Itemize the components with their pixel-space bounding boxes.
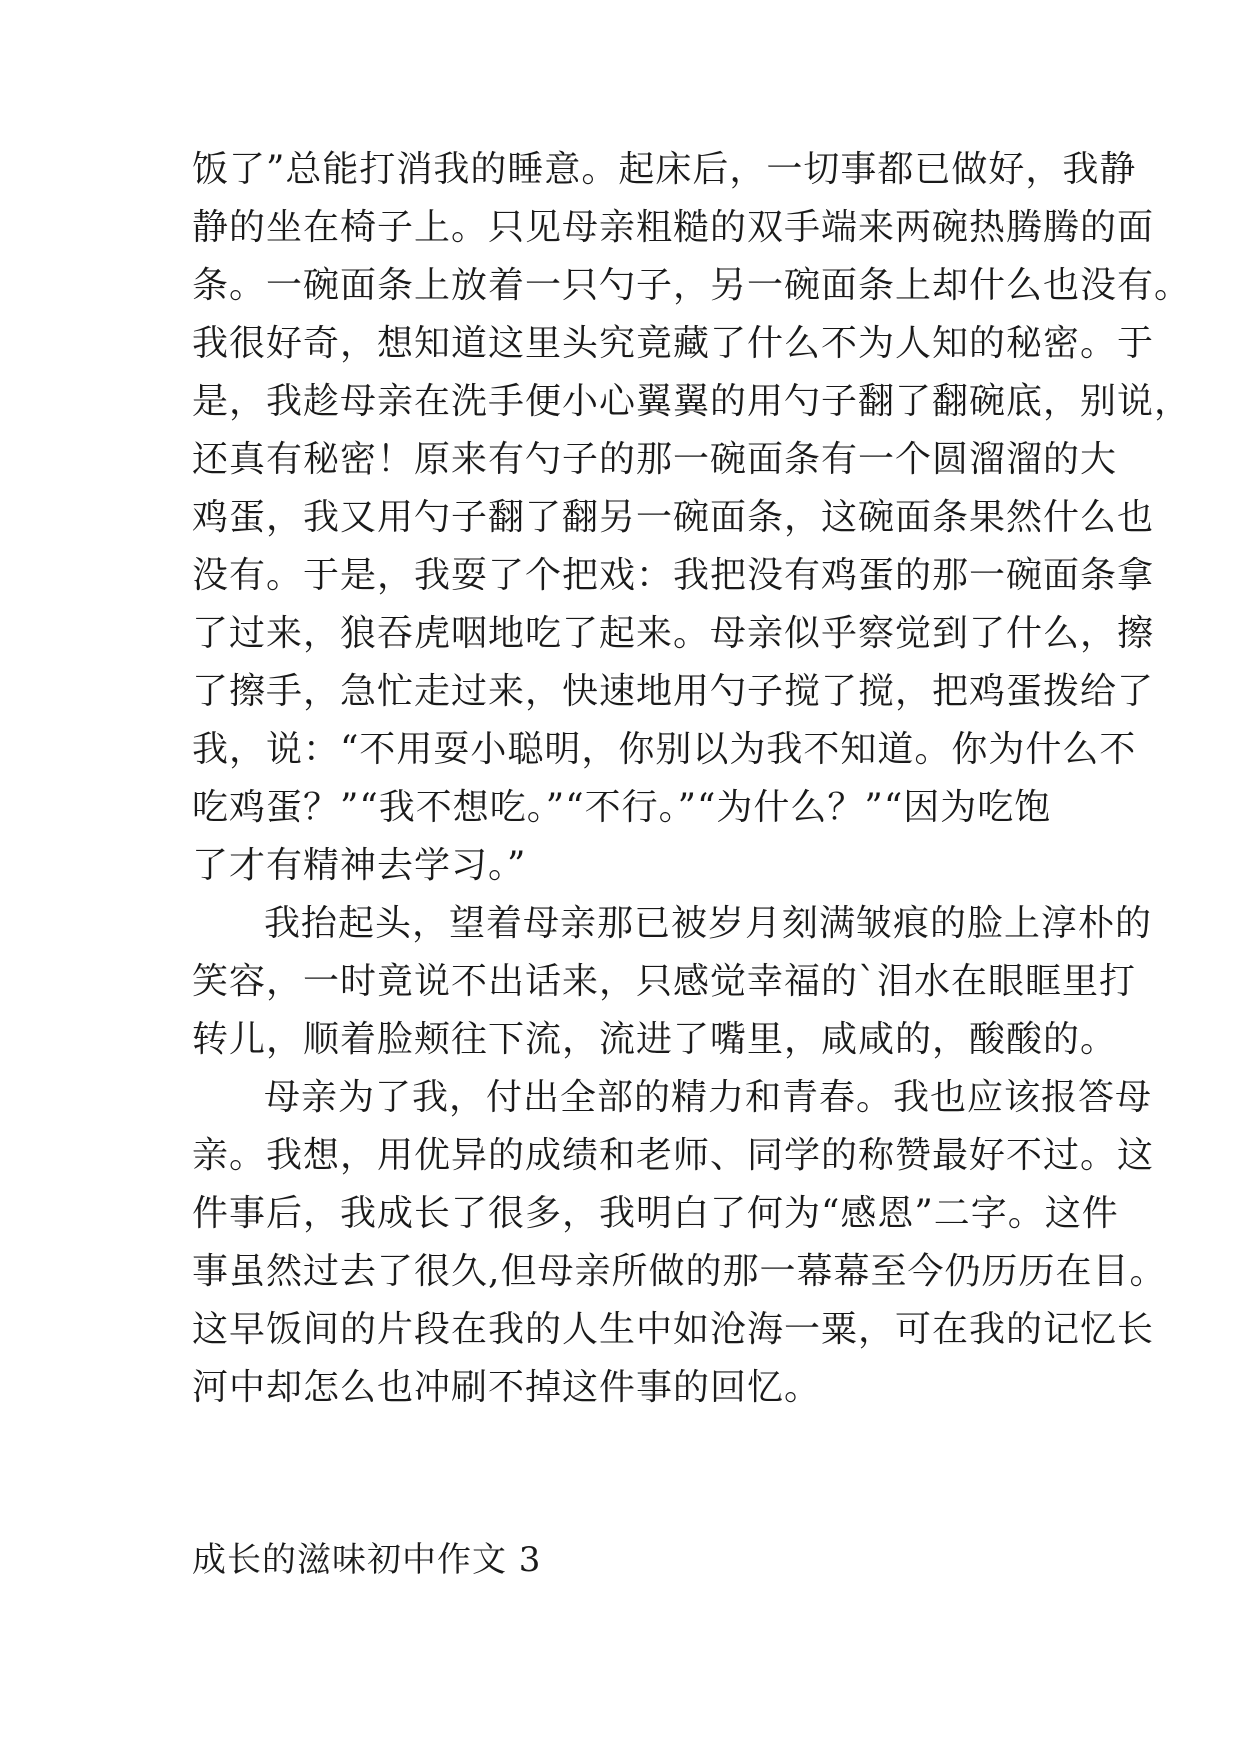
paragraph-3-line-1: 母亲为了我，付出全部的精力和青春。我也应该报答母 [264,1077,1153,1118]
paragraph-1-line-11: 我，说：“不用耍小聪明，你别以为我不知道。你为什么不 [192,729,1137,770]
paragraph-3-line-4: 事虽然过去了很久,但母亲所做的那一幕幕至今仍历历在目。 [192,1251,1167,1292]
paragraph-3-line-5: 这早饭间的片段在我的人生中如沧海一粟，可在我的记忆长 [192,1309,1155,1350]
paragraph-2-line-2: 笑容，一时竟说不出话来，只感觉幸福的`泪水在眼眶里打 [192,961,1137,1002]
paragraph-1-line-5: 是，我趁母亲在洗手便小心翼翼的用勺子翻了翻碗底，别说， [192,381,1192,422]
paragraph-1-line-6: 还真有秘密！原来有勺子的那一碗面条有一个圆溜溜的大 [192,439,1118,480]
paragraph-1-line-8: 没有。于是，我耍了个把戏：我把没有鸡蛋的那一碗面条拿 [192,555,1155,596]
paragraph-1-line-12: 吃鸡蛋？”“我不想吃。”“不行。”“为什么？”“因为吃饱 [192,787,1052,828]
paragraph-1-line-13: 了才有精神去学习。” [192,845,527,886]
paragraph-1-line-7: 鸡蛋，我又用勺子翻了翻另一碗面条，这碗面条果然什么也 [192,497,1155,538]
paragraph-1-line-2: 静的坐在椅子上。只见母亲粗糙的双手端来两碗热腾腾的面 [192,207,1155,248]
paragraph-1-line-4: 我很好奇，想知道这里头究竟藏了什么不为人知的秘密。于 [192,323,1155,364]
paragraph-3-line-2: 亲。我想，用优异的成绩和老师、同学的称赞最好不过。这 [192,1135,1155,1176]
paragraph-2-line-1: 我抬起头，望着母亲那已被岁月刻满皱痕的脸上淳朴的 [264,903,1153,944]
paragraph-3-line-3: 件事后，我成长了很多，我明白了何为“感恩”二字。这件 [192,1193,1119,1234]
paragraph-1-line-3: 条。一碗面条上放着一只勺子，另一碗面条上却什么也没有。 [192,265,1192,306]
paragraph-1-line-10: 了擦手，急忙走过来，快速地用勺子搅了搅，把鸡蛋拨给了 [192,671,1155,712]
paragraph-1-line-9: 了过来，狼吞虎咽地吃了起来。母亲似乎察觉到了什么，擦 [192,613,1155,654]
paragraph-3-line-6: 河中却怎么也冲刷不掉这件事的回忆。 [192,1367,822,1408]
paragraph-1-line-1: 饭了”总能打消我的睡意。起床后，一切事都已做好，我静 [192,149,1137,190]
paragraph-2-line-3: 转儿，顺着脸颊往下流，流进了嘴里，咸咸的，酸酸的。 [192,1019,1118,1060]
section-heading: 成长的滋味初中作文 3 [192,1540,542,1580]
